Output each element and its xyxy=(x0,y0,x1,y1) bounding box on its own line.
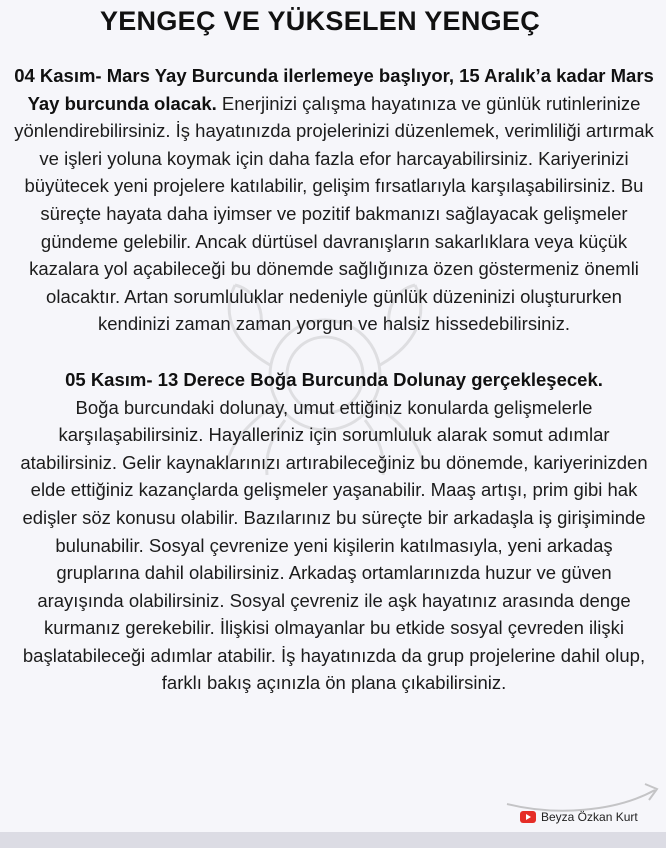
bottom-strip xyxy=(0,832,666,848)
section-full-moon-heading: 05 Kasım- 13 Derece Boğa Burcunda Dolunay gerçekleşecek. xyxy=(65,368,603,390)
content xyxy=(14,62,654,697)
section-mars xyxy=(14,62,654,338)
channel-credit xyxy=(520,806,638,828)
section-mars-body: Enerjinizi çalışma hayatınıza ve günlük rutinlerinize yönlendirebilirsiniz. İş hayatınızda projelerinizi düzenlemek, verimliliği artırmak ve işleri yoluna koymak için daha fazla efor harcayabilirsiniz. Kariyerinizi büyütecek yeni projelere katılabilir, gelişim fırsatlarıyla karşılaşabilirsiniz. Bu süreçte hayata daha iyimser ve pozitif bakmanızı sağlayacak gelişmeler gündeme gelebilir. Ancak dürtüsel davranışların sakarlıklara veya küçük kazalara yol açabileceği bu dönemde sağlığınıza özen göstermeniz önemli olacaktır. Artan sorumluluklar nedeniyle günlük düzeninizi oluştururken kendinizi zaman zaman yorgun ve halsiz hissedebilirsiniz. xyxy=(14,92,654,335)
channel-name: Beyza Özkan Kurt xyxy=(541,810,638,824)
youtube-icon xyxy=(520,811,536,823)
section-full-moon-body: Boğa burcundaki dolunay, umut ettiğiniz konularda gelişmelerle karşılaşabilirsiniz. Hayalleriniz için sorumluluk alarak somut adımlar atabilirsiniz. Gelir kaynaklarınızı artırabileceğiniz bu dönemde, kariyerinizden elde ettiğiniz kazançlarda gelişmeler yaşanabilir. Maaş artışı, prim gibi hak edişler söz konusu olabilir. Bazılarınız bu süreçte bir arkadaşla iş girişiminde bulunabilir. Sosyal çevrenize yeni kişilerin katılmasıyla, yeni arkadaş gruplarına dahil olabilirsiniz. Arkadaş ortamlarınızda huzur ve güven arayışında olabilirsiniz. Sosyal çevreniz ile aşk hayatınız arasında denge kurmanız gerekebilir. İlişkisi olmayanlar bu etkide sosyal çevreden ilişki başlatabileceği adımlar atabilir. İş hayatınızda da grup projelerine dahil olup, farklı bakış açınızla ön plana çıkabilirsiniz. xyxy=(20,396,648,694)
page-title: YENGEÇ VE YÜKSELEN YENGEÇ xyxy=(99,6,541,36)
section-mars-heading: 04 Kasım- Mars Yay Burcunda ilerlemeye başlıyor, 15 Aralık’a kadar Mars Yay burcunda olacak. xyxy=(14,65,654,114)
section-full-moon xyxy=(14,366,654,697)
